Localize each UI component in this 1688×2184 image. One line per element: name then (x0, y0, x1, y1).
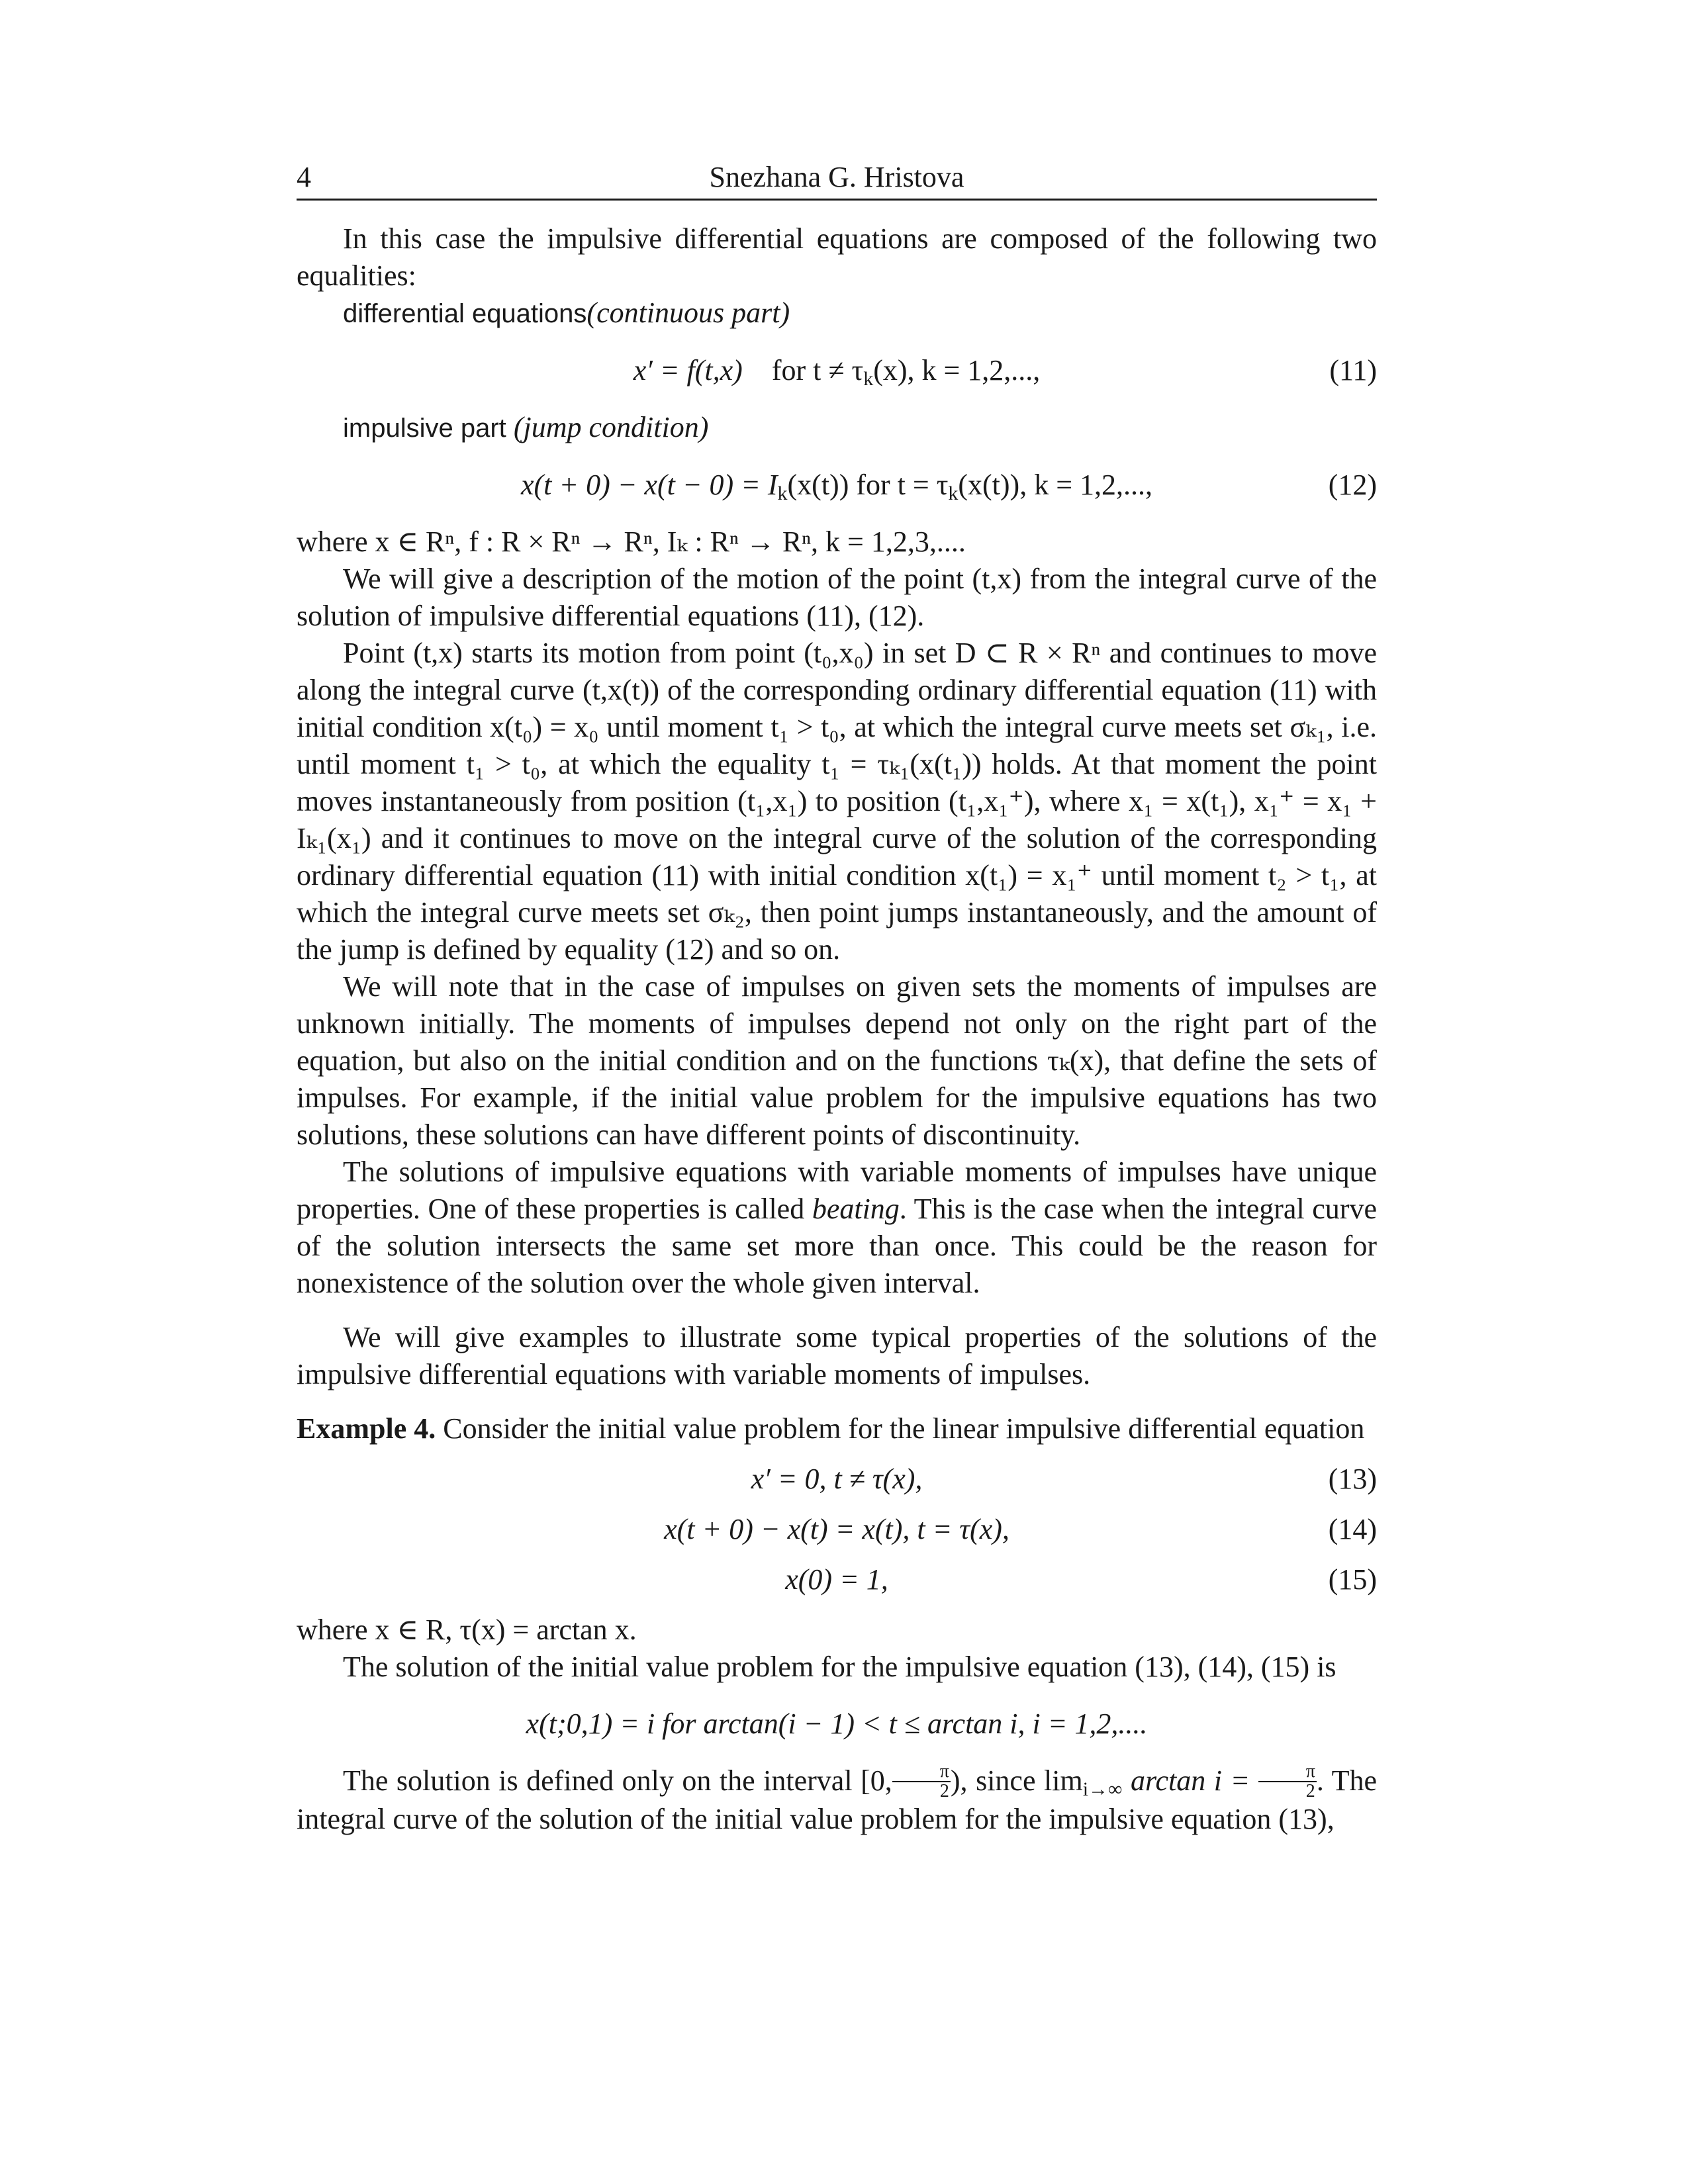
equation-14: x(t + 0) − x(t) = x(t), t = τ(x), (14) (297, 1511, 1377, 1548)
paragraph-intro: In this case the impulsive differential equations are composed of the following two equalities: (297, 222, 1377, 292)
label-impulsive-part: impulsive part (jump condition) (343, 411, 709, 443)
equation-number-11: (11) (1329, 354, 1377, 387)
paragraph-beating: The solutions of impulsive equations with variable moments of impulses have unique properties. One of these properties is called beating. This is the case when the integral curve of the solution intersects the same set more than once. This could be the reason for nonexistence of the solution over the whole given interval. (297, 1156, 1377, 1299)
page-number: 4 (297, 161, 311, 193)
running-author: Snezhana G. Hristova (709, 161, 964, 193)
fraction-pi-over-2: $\frac{\pi}{2}$ (892, 1762, 951, 1801)
equation-13: x′ = 0, t ≠ τ(x), (13) (297, 1461, 1377, 1498)
paragraph-motion: Point (t,x) starts its motion from point (t₀,x₀) in set D ⊂ R × Rⁿ and continues to move along the integral curve (t,x(t)) of the corresponding ordinary differential equation (11) with initial condition x(t₀) = x₀ until moment t₁ > t₀, at which the integral curve meets set σₖ₁, i.e. until moment t₁ > t₀, at which the equality t₁ = τₖ₁(x(t₁)) holds. At that moment the point moves instantaneously from position (t₁,x₁) to position (t₁,x₁⁺), where x₁ = x(t₁), x₁⁺ = x₁ + Iₖ₁(x₁) and it continues to move on the integral curve of the solution of the corresponding ordinary differential equation (11) with initial condition x(t₁) = x₁⁺ until moment t₂ > t₁, at which the integral curve meets set σₖ₂, then point jumps instantaneously, and the amount of the jump is defined by equality (12) and so on. (297, 637, 1377, 966)
paragraph-interval: The solution is defined only on the interval [0, $\frac{\pi}{2}$ ), since $\lim_{i\to\infty} \arctan i$ = $\frac{\pi}{2}$ . The integral curve of the solution of the initial value problem for the impulsive equation (13), (297, 1761, 1377, 1835)
equation-number-12: (12) (1328, 469, 1377, 501)
label-continuous-part: differential equations(continuous part) (343, 296, 790, 329)
equation-number-13: (13) (1328, 1463, 1377, 1495)
where-clause-2: where x ∈ R, τ(x) = arctan x. (297, 1614, 637, 1646)
equation-11: x′ = f(t,x) for $t \ne \tau_k(x)$, k = 1,2,..., (11) (297, 352, 1377, 389)
paragraph-examples: We will give examples to illustrate some typical properties of the solutions of the impulsive differential equations with variable moments of impulses. (297, 1321, 1377, 1390)
equation-number-14: (14) (1328, 1513, 1377, 1545)
fraction-pi-over-2-limit: $\frac{\pi}{2}$ (1258, 1762, 1317, 1801)
where-clause-1: where x ∈ Rⁿ, f : R × Rⁿ → Rⁿ, Iₖ : Rⁿ → Rⁿ, k = 1,2,3,.... (297, 525, 966, 558)
equation-15: x(0) = 1, (15) (297, 1561, 1377, 1598)
equation-solution: x(t;0,1) = i for arctan(i − 1) < t ≤ arctan i, i = 1,2,.... (526, 1707, 1148, 1740)
running-header (297, 159, 1377, 201)
paragraph-moments: We will note that in the case of impulses on given sets the moments of impulses are unknown initially. The moments of impulses depend not only on the right part of the equation, but also on the initial condition and on the functions τₖ(x), that define the sets of impulses. For example, if the initial value problem for the impulsive equations has two solutions, these solutions can have different points of discontinuity. (297, 970, 1377, 1151)
equation-number-15: (15) (1328, 1563, 1377, 1596)
example-4-statement: Example 4. Consider the initial value problem for the linear impulsive differential equation (297, 1412, 1365, 1445)
paragraph-description: We will give a description of the motion of the point (t,x) from the integral curve of the solution of impulsive differential equations (11), (12). (297, 563, 1377, 632)
paragraph-solution-intro: The solution of the initial value problem for the impulsive equation (13), (14), (15) is (343, 1651, 1336, 1683)
paper-page (297, 159, 1377, 1838)
equation-12: $x(t + 0) - x(t - 0) = I_k(x(t))$ for $t = \tau_k(x(t))$, k = 1,2,..., (12) (297, 467, 1377, 504)
